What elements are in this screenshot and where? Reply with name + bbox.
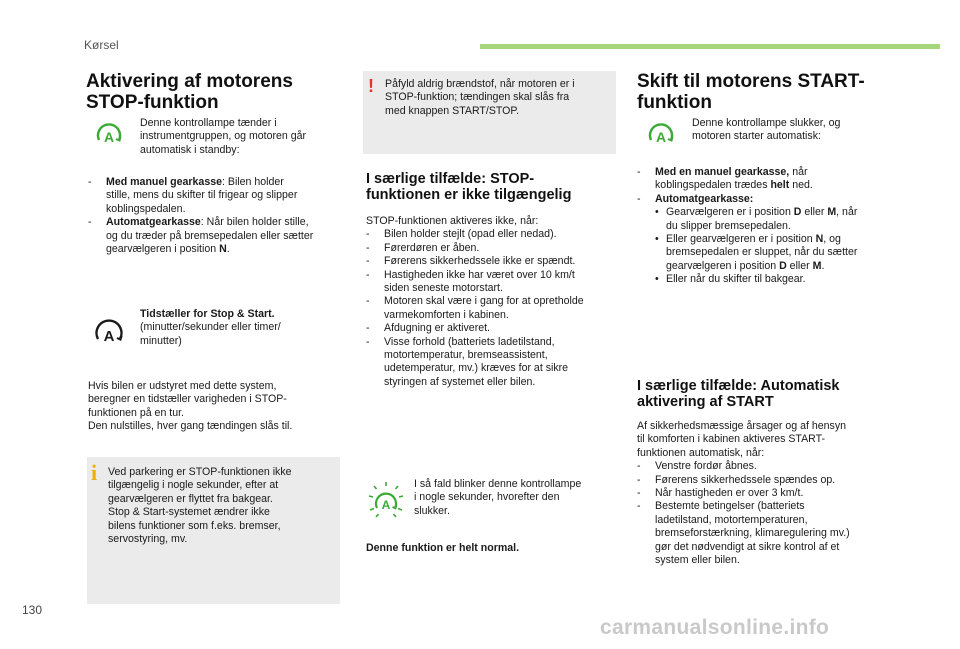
list-item bbox=[366, 295, 616, 322]
item-bold: Med manuel gearkasse bbox=[106, 176, 222, 188]
text-line: Bilen holder stejlt (opad eller nedad). bbox=[384, 228, 557, 241]
dash-bullet: - bbox=[366, 322, 370, 335]
auto-a-lamp-icon bbox=[646, 120, 676, 150]
text-line: : Bilen holder bbox=[222, 176, 284, 188]
text-line: . bbox=[821, 259, 825, 272]
text-line: funktionen på en tur. bbox=[88, 406, 185, 419]
item-bold: Automatgearkasse bbox=[106, 216, 201, 229]
col3-heading-line2: aktivering af START bbox=[637, 394, 774, 410]
list-item bbox=[366, 228, 616, 241]
text-line: Når hastigheden er over 3 km/t. bbox=[655, 487, 804, 500]
text-line: . bbox=[226, 243, 230, 256]
text-line: Den nulstilles, hver gang tændingen slås til. bbox=[88, 420, 293, 433]
text-line: Gearvælgeren er i position bbox=[666, 206, 794, 219]
col3-heading bbox=[637, 378, 927, 410]
text-line: når bbox=[789, 166, 808, 178]
text-line: servostyring, mv. bbox=[108, 533, 188, 546]
dash-bullet: - bbox=[637, 500, 641, 513]
text-line: varmekomforten i kabinen. bbox=[384, 308, 509, 321]
text-line: Venstre fordør åbnes. bbox=[655, 460, 757, 473]
text-line: tilgængelig i nogle sekunder, efter at bbox=[108, 479, 279, 492]
item-bold: N bbox=[219, 243, 227, 256]
text-line: Afdugning er aktiveret. bbox=[384, 322, 490, 335]
list-intro: STOP-funktionen aktiveres ikke, når: bbox=[366, 215, 539, 227]
col1-paragraph bbox=[88, 380, 348, 434]
text-line: Eller gearvælgeren er i position bbox=[666, 233, 816, 246]
text-line: siden seneste motorstart. bbox=[384, 282, 503, 295]
col2-blink-text bbox=[414, 478, 614, 518]
dash-bullet: - bbox=[366, 241, 370, 254]
watermark: carmanualsonline.info bbox=[600, 616, 830, 639]
text-line: beregner en tidstæller varigheden i STOP- bbox=[88, 393, 287, 406]
text-line: motoren starter automatisk: bbox=[692, 130, 821, 143]
list-item bbox=[88, 216, 348, 256]
auto-a-lamp-icon bbox=[94, 120, 124, 150]
col2-normal-note: Denne funktion er helt normal. bbox=[366, 542, 520, 554]
section-accent-bar bbox=[480, 44, 940, 49]
text-line: Eller når du skifter til bakgear. bbox=[666, 273, 806, 286]
text-line: gearvælgeren i position bbox=[666, 259, 780, 272]
col3-title-line2: funktion bbox=[637, 92, 712, 113]
text-line: Førerdøren er åben. bbox=[384, 241, 480, 254]
list-item bbox=[637, 474, 907, 487]
text-line: gearvælgeren er flyttet fra bakgear. bbox=[108, 492, 273, 505]
info-box-text bbox=[108, 466, 336, 546]
list-item bbox=[88, 176, 348, 216]
text-line: gearvælgeren i position bbox=[106, 243, 220, 256]
col1-title-line1: Aktivering af motorens bbox=[86, 71, 293, 92]
col1-lamp-text bbox=[140, 117, 340, 157]
dash-bullet: - bbox=[366, 255, 370, 268]
col3-list bbox=[637, 166, 907, 287]
counter-title: Tidstæller for Stop & Start. bbox=[140, 308, 275, 320]
text-line: eller bbox=[786, 259, 813, 272]
text-line: : Når bilen holder stille, bbox=[200, 216, 309, 229]
dash-bullet: - bbox=[366, 268, 370, 281]
section-label: Kørsel bbox=[84, 38, 119, 52]
col3-start-list bbox=[637, 420, 907, 567]
item-bold: N bbox=[815, 233, 824, 246]
dash-bullet: - bbox=[637, 460, 641, 473]
text-line: ladetilstand, motortemperaturen, bbox=[655, 513, 808, 526]
sub-list-item bbox=[655, 273, 907, 286]
text-line: Førerens sikkerhedssele spændes op. bbox=[655, 473, 836, 486]
col3-lamp-text bbox=[692, 117, 922, 144]
bullet-dot: • bbox=[655, 233, 659, 246]
page-number: 130 bbox=[22, 603, 43, 617]
dash-bullet: - bbox=[637, 166, 641, 178]
svg-text:A: A bbox=[103, 328, 115, 345]
text-line: koblingspedalen trædes bbox=[655, 179, 771, 192]
list-item bbox=[637, 460, 907, 473]
col2-heading-line1: I særlige tilfælde: STOP- bbox=[366, 171, 535, 187]
col1-list bbox=[88, 176, 348, 256]
text-line: Hvis bilen er udstyret med dette system, bbox=[88, 380, 277, 392]
dash-bullet: - bbox=[637, 473, 641, 486]
text-line: automatisk i standby: bbox=[140, 143, 240, 156]
dash-bullet: - bbox=[366, 335, 370, 348]
text-line: Hastigheden ikke har været over 10 km/t bbox=[384, 268, 575, 281]
text-line: eller bbox=[801, 206, 828, 219]
item-bold: M bbox=[827, 206, 837, 219]
text-line: system eller bilen. bbox=[655, 554, 740, 567]
item-bold: M bbox=[812, 259, 822, 272]
text-line: slukker. bbox=[414, 504, 450, 517]
text-line: STOP-funktion; tændingen skal slås fra bbox=[385, 91, 570, 104]
text-line: minutter) bbox=[140, 334, 182, 347]
item-bold: Automatgearkasse: bbox=[655, 192, 754, 205]
sub-list-item bbox=[655, 233, 907, 273]
sub-list-item bbox=[655, 206, 907, 233]
col3-title-line1: Skift til motorens START- bbox=[637, 71, 865, 92]
text-line: udetemperatur, mv.) kræves for at sikre bbox=[384, 362, 569, 375]
text-line: bremseforstærkning, klimaregulering mv.) bbox=[655, 527, 850, 540]
list-item bbox=[637, 487, 907, 500]
warning-box-text bbox=[385, 78, 613, 118]
text-line: Denne kontrollampe slukker, og bbox=[692, 117, 841, 129]
text-line: Af sikkerhedsmæssige årsager og af hensyn bbox=[637, 420, 847, 432]
text-line: I så fald blinker denne kontrollampe bbox=[414, 478, 582, 490]
list-item bbox=[637, 193, 907, 287]
item-bold: D bbox=[779, 259, 787, 272]
text-line: motortemperatur, bremseassistent, bbox=[384, 349, 548, 362]
text-line: og du træder på bremsepedalen eller sætter bbox=[106, 229, 314, 242]
list-item bbox=[366, 336, 616, 390]
dash-bullet: - bbox=[88, 216, 92, 229]
bullet-dot: • bbox=[655, 206, 659, 219]
dash-bullet: - bbox=[637, 192, 641, 205]
text-line: med knappen START/STOP. bbox=[385, 104, 520, 117]
dash-bullet: - bbox=[637, 487, 641, 500]
svg-text:A: A bbox=[103, 129, 115, 145]
text-line: bilens funktioner som f.eks. bremser, bbox=[108, 519, 281, 532]
text-line: Stop & Start-systemet ændrer ikke bbox=[108, 506, 270, 519]
list-item bbox=[366, 255, 616, 268]
auto-a-timer-icon bbox=[92, 316, 126, 350]
col2-heading-line2: funktionen er ikke tilgængelig bbox=[366, 187, 572, 203]
list-item bbox=[366, 322, 616, 335]
text-line: bremsepedalen er sluppet, når du sætter bbox=[666, 246, 858, 259]
col1-title-line2: STOP-funktion bbox=[86, 92, 219, 113]
col2-list bbox=[366, 215, 616, 389]
text-line: gør det nødvendigt at sikre kontrol af et bbox=[655, 540, 840, 553]
text-line: Førerens sikkerhedssele ikke er spændt. bbox=[384, 255, 576, 268]
text-line: (minutter/sekunder eller timer/ bbox=[140, 321, 281, 334]
text-line: du slipper bremsepedalen. bbox=[666, 219, 791, 232]
text-line: styringen af systemet eller bilen. bbox=[384, 375, 536, 388]
text-line: Visse forhold (batteriets ladetilstand, bbox=[384, 335, 555, 348]
text-line: Påfyld aldrig brændstof, når motoren er i bbox=[385, 78, 575, 90]
dash-bullet: - bbox=[366, 228, 370, 241]
text-line: i nogle sekunder, hvorefter den bbox=[414, 491, 560, 504]
col3-heading-line1: I særlige tilfælde: Automatisk bbox=[637, 378, 840, 394]
text-line: til komforten i kabinen aktiveres START- bbox=[637, 433, 826, 446]
svg-text:A: A bbox=[655, 129, 667, 145]
item-bold: D bbox=[793, 206, 802, 219]
col1-counter-text bbox=[140, 308, 340, 348]
svg-text:A: A bbox=[381, 498, 391, 512]
text-line: Ved parkering er STOP-funktionen ikke bbox=[108, 466, 292, 478]
list-item bbox=[637, 500, 907, 567]
text-line: funktionen automatisk, når: bbox=[637, 446, 765, 459]
text-line: koblingspedalen. bbox=[106, 202, 186, 215]
text-line: Motoren skal være i gang for at opretholde bbox=[384, 295, 584, 308]
dash-bullet: - bbox=[366, 295, 370, 308]
bullet-dot: • bbox=[655, 273, 659, 286]
dash-bullet: - bbox=[88, 176, 92, 188]
text-line: Bestemte betingelser (batteriets bbox=[655, 500, 805, 513]
col2-heading bbox=[366, 171, 616, 203]
list-item bbox=[366, 269, 616, 296]
col3-title bbox=[637, 71, 937, 113]
auto-a-blink-icon bbox=[366, 480, 406, 520]
text-line: instrumentgruppen, og motoren går bbox=[140, 130, 307, 143]
text-line: ned. bbox=[789, 179, 813, 192]
info-mark-icon: i bbox=[91, 460, 98, 485]
item-bold: Med en manuel gearkasse, bbox=[655, 166, 790, 178]
item-bold: helt bbox=[770, 179, 790, 192]
text-line: , når bbox=[836, 206, 858, 219]
warning-mark-icon: ! bbox=[368, 76, 374, 96]
text-line: Denne kontrollampe tænder i bbox=[140, 117, 277, 129]
list-item bbox=[637, 166, 907, 193]
text-line: stille, mens du skifter til frigear og slipper bbox=[106, 189, 298, 202]
text-line: , og bbox=[823, 233, 841, 246]
col1-title bbox=[86, 71, 346, 113]
list-item bbox=[366, 242, 616, 255]
